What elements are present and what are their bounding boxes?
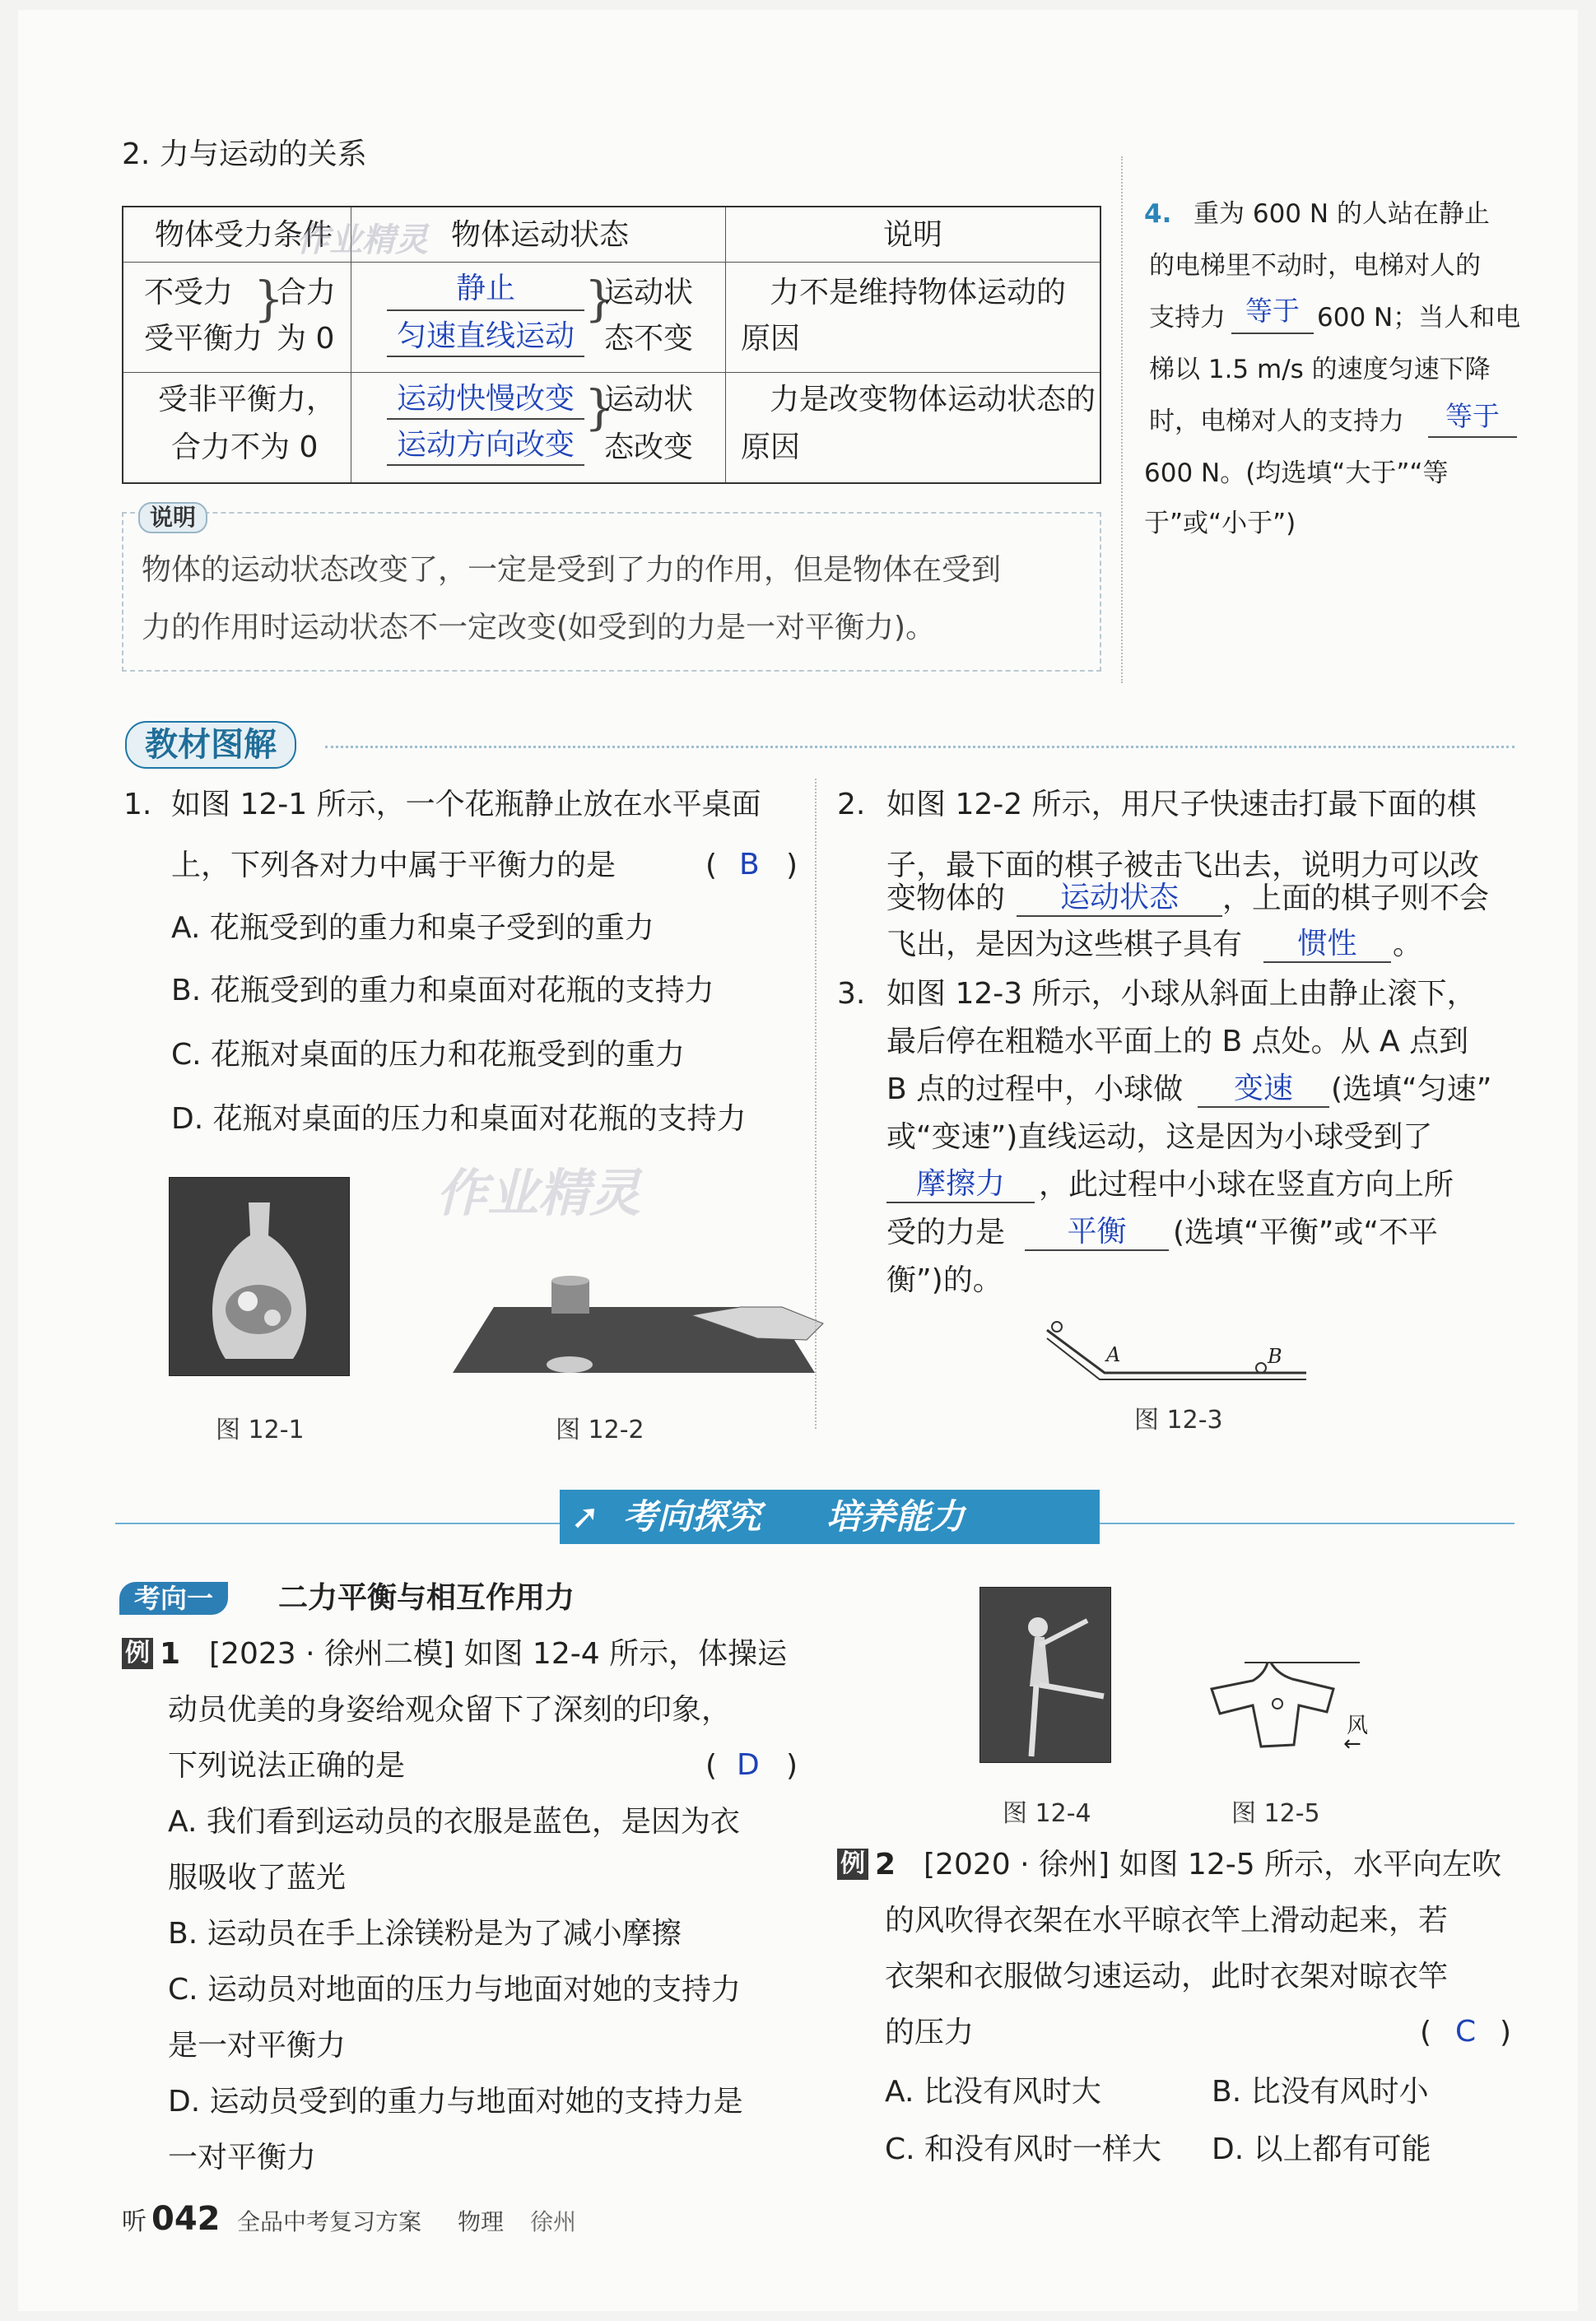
q3-line-6a: 受的力是: [886, 1216, 1006, 1249]
section-divider: [325, 746, 1515, 748]
note-box: [122, 512, 1101, 672]
q4-line-1: 重为 600 N 的人站在静止: [1194, 199, 1490, 229]
vase-photo: [169, 1177, 350, 1376]
q1-line-1: 如图 12-1 所示，一个花瓶静止放在水平桌面: [171, 788, 761, 821]
ex1-option-c-2: 是一对平衡力: [168, 2029, 347, 2063]
fig-12-3-label-b: B: [1268, 1345, 1282, 1368]
row1-brace-1: }: [254, 271, 284, 327]
ex2-option-c: C. 和没有风时一样大: [885, 2133, 1162, 2166]
q2-line-3a: 变物体的: [886, 881, 1006, 915]
ex1-option-a-1: A. 我们看到运动员的衣服是蓝色，是因为衣: [168, 1805, 740, 1839]
wind-label: 风: [1347, 1714, 1369, 1738]
q3-line-1: 如图 12-3 所示，小球从斜面上由静止滚下，: [886, 977, 1477, 1011]
q4-fill-1: 等于: [1245, 295, 1300, 327]
row2-fill-2: 运动方向改变: [396, 428, 575, 462]
ex2-answer: C: [1455, 2015, 1477, 2049]
column-divider: [1121, 156, 1123, 683]
row1-cond-a1: 不受力: [144, 276, 234, 309]
q4-line-5: 时，电梯对人的支持力: [1149, 407, 1404, 436]
row1-cond-b1: 受平衡力: [144, 322, 263, 356]
q1-paren-right: ): [786, 849, 798, 882]
watermark-middle: 作业精灵: [436, 1163, 641, 1223]
q3-fill-1: 变速: [1233, 1072, 1293, 1105]
banner-left: 考向探究: [622, 1496, 761, 1537]
watermark-top: 作业精灵: [296, 221, 428, 259]
ex2-option-a: A. 比没有风时大: [885, 2075, 1101, 2109]
example-1-badge: 例: [122, 1638, 153, 1669]
q2-line-4a: 飞出，是因为这些棋子具有: [886, 928, 1243, 961]
q4-number: 4.: [1144, 199, 1172, 229]
q1-line-2: 上，下列各对力中属于平衡力的是: [171, 849, 617, 882]
example-2-badge: 例: [837, 1849, 868, 1880]
note-line-1: 物体的运动状态改变了，一定是受到了力的作用，但是物体在受到: [142, 553, 1002, 587]
note-label: 说明: [138, 502, 207, 533]
q3-line-7: 衡”)的。: [886, 1263, 1003, 1297]
ex2-line-1: [2020 · 徐州] 如图 12-5 所示，水平向左吹: [924, 1848, 1502, 1881]
ex1-line-2: 动员优美的身姿给观众留下了深刻的印象，: [168, 1693, 732, 1727]
page-number: 042: [151, 2200, 221, 2238]
q4-line-6: 600 N。(均选填“大于”“等: [1144, 458, 1449, 488]
middle-divider: [815, 779, 817, 1429]
ex1-option-d-1: D. 运动员受到的重力与地面对她的支持力是: [168, 2085, 743, 2119]
q3-fill-3: 平衡: [1067, 1215, 1127, 1249]
row2-note-2: 原因: [741, 430, 801, 464]
section-heading: 2. 力与运动的关系: [122, 137, 367, 171]
footer-city: 徐州: [530, 2208, 577, 2235]
row2-brace: }: [584, 379, 615, 435]
row1-note-1: 力不是维持物体运动的: [770, 276, 1067, 309]
fig-12-3-label-a: A: [1106, 1343, 1121, 1366]
row1-cond-a2: 合力: [277, 276, 337, 309]
table-header-state: 物体运动状态: [451, 218, 630, 252]
kaoxiang-tag: 考向一: [119, 1582, 228, 1615]
ex1-line-1: [2023 · 徐州二模] 如图 12-4 所示，体操运: [209, 1637, 788, 1671]
gymnast-photo: [979, 1587, 1111, 1763]
ex1-paren-right: ): [786, 1749, 798, 1783]
q1-answer: B: [739, 848, 760, 881]
footer-subject: 物理: [458, 2208, 505, 2235]
example-1-number: 1: [160, 1637, 181, 1671]
q3-line-6b: (选填“平衡”或“不平: [1173, 1216, 1438, 1249]
fig-12-2-caption: 图 12-2: [556, 1416, 644, 1444]
q3-fill-2: 摩擦力: [915, 1167, 1005, 1201]
q2-line-2: 子，最下面的棋子被击飞出去，说明力可以改: [886, 849, 1480, 882]
banner-right: 培养能力: [826, 1496, 965, 1537]
q2-line-1: 如图 12-2 所示，用尺子快速击打最下面的棋: [886, 788, 1477, 821]
table-header-condition: 物体受力条件: [155, 218, 333, 252]
section-tag-jiaocai: 教材图解: [125, 721, 296, 769]
q1-option-b: B. 花瓶受到的重力和桌面对花瓶的支持力: [171, 974, 714, 1007]
row2-state-1: 运动状: [604, 383, 694, 416]
ex1-option-c-1: C. 运动员对地面的压力与地面对她的支持力: [168, 1973, 742, 2007]
q3-line-3b: (选填“匀速”: [1331, 1072, 1492, 1106]
fig-12-1-caption: 图 12-1: [216, 1416, 305, 1444]
chess-pieces-figure: [444, 1274, 831, 1381]
hanger-figure: [1195, 1656, 1360, 1779]
ex2-option-d: D. 以上都有可能: [1212, 2133, 1431, 2166]
q4-line-3a: 支持力: [1149, 303, 1226, 333]
q3-number: 3.: [837, 977, 866, 1011]
q4-line-7: 于”或“小于”): [1144, 509, 1296, 538]
banner-rule-left: [115, 1523, 560, 1524]
q2-number: 2.: [837, 788, 866, 821]
q3-line-3a: B 点的过程中，小球做: [886, 1072, 1184, 1106]
ex2-paren-right: ): [1500, 2016, 1512, 2049]
row2-cond-1: 受非平衡力，: [158, 383, 337, 416]
ex1-option-b: B. 运动员在手上涂镁粉是为了减小摩擦: [168, 1917, 682, 1951]
row1-note-2: 原因: [741, 322, 801, 356]
q1-option-d: D. 花瓶对桌面的压力和桌面对花瓶的支持力: [171, 1102, 747, 1136]
kaoxiang-title: 二力平衡与相互作用力: [278, 1581, 575, 1615]
row2-state-2: 态改变: [604, 430, 694, 464]
q4-line-4: 梯以 1.5 m/s 的速度匀速下降: [1149, 355, 1491, 384]
row1-state-2: 态不变: [604, 322, 694, 356]
q4-line-3b: 600 N；当人和电: [1317, 303, 1521, 333]
q3-line-2: 最后停在粗糙水平面上的 B 点处。从 A 点到: [886, 1025, 1469, 1058]
row2-note-1: 力是改变物体运动状态的: [770, 383, 1096, 416]
footer-book: 全品中考复习方案: [237, 2208, 422, 2235]
q2-line-4b: 。: [1393, 928, 1423, 961]
banner-rule-right: [1100, 1523, 1515, 1524]
banner: [560, 1490, 1100, 1544]
q1-number: 1.: [123, 788, 152, 821]
q4-line-2: 的电梯里不动时，电梯对人的: [1149, 251, 1481, 281]
fig-12-4-caption: 图 12-4: [1003, 1799, 1091, 1828]
q3-line-4: 或“变速”)直线运动，这是因为小球受到了: [886, 1120, 1433, 1154]
ex1-paren-left: (: [705, 1749, 718, 1783]
fig-12-5-caption: 图 12-5: [1231, 1799, 1320, 1828]
ex2-line-3: 衣架和衣服做匀速运动，此时衣架对晾衣竿: [885, 1960, 1449, 1993]
row1-brace-2: }: [584, 271, 615, 327]
table-header-note: 说明: [883, 218, 943, 252]
row1-state-1: 运动状: [604, 276, 694, 309]
q3-line-5b: ，此过程中小球在竖直方向上所: [1039, 1168, 1454, 1202]
q1-paren-left: (: [705, 849, 718, 882]
row1-cond-b2: 为 0: [277, 322, 335, 356]
footer-listen: 听: [122, 2207, 147, 2236]
q1-option-a: A. 花瓶受到的重力和桌子受到的重力: [171, 911, 654, 945]
ex2-line-2: 的风吹得衣架在水平晾衣竿上滑动起来，若: [885, 1904, 1449, 1937]
row2-fill-1: 运动快慢改变: [396, 382, 575, 416]
note-line-2: 力的作用时运动状态不一定改变(如受到的力是一对平衡力)。: [142, 611, 936, 644]
ex2-paren-left: (: [1420, 2016, 1432, 2049]
ex2-line-4: 的压力: [885, 2016, 975, 2049]
q2-line-3b: ，上面的棋子则不会: [1222, 881, 1490, 915]
ex1-line-3: 下列说法正确的是: [168, 1749, 406, 1783]
row1-fill-2: 匀速直线运动: [396, 319, 575, 353]
row2-cond-2: 合力不为 0: [171, 430, 319, 464]
ex1-answer: D: [737, 1748, 760, 1782]
arrow-icon: ➚: [570, 1496, 600, 1537]
q2-fill-1: 运动状态: [1059, 881, 1179, 914]
fig-12-3-caption: 图 12-3: [1134, 1406, 1223, 1435]
q1-option-c: C. 花瓶对桌面的压力和花瓶受到的重力: [171, 1038, 686, 1072]
ex1-option-d-2: 一对平衡力: [168, 2141, 317, 2174]
q2-fill-2: 惯性: [1297, 927, 1357, 960]
example-2-number: 2: [875, 1848, 896, 1881]
wind-arrow-icon: ←: [1343, 1732, 1361, 1756]
q4-fill-2: 等于: [1445, 400, 1500, 432]
ex2-option-b: B. 比没有风时小: [1212, 2075, 1429, 2109]
row1-fill-1: 静止: [455, 272, 515, 305]
ex1-option-a-2: 服吸收了蓝光: [168, 1861, 347, 1895]
